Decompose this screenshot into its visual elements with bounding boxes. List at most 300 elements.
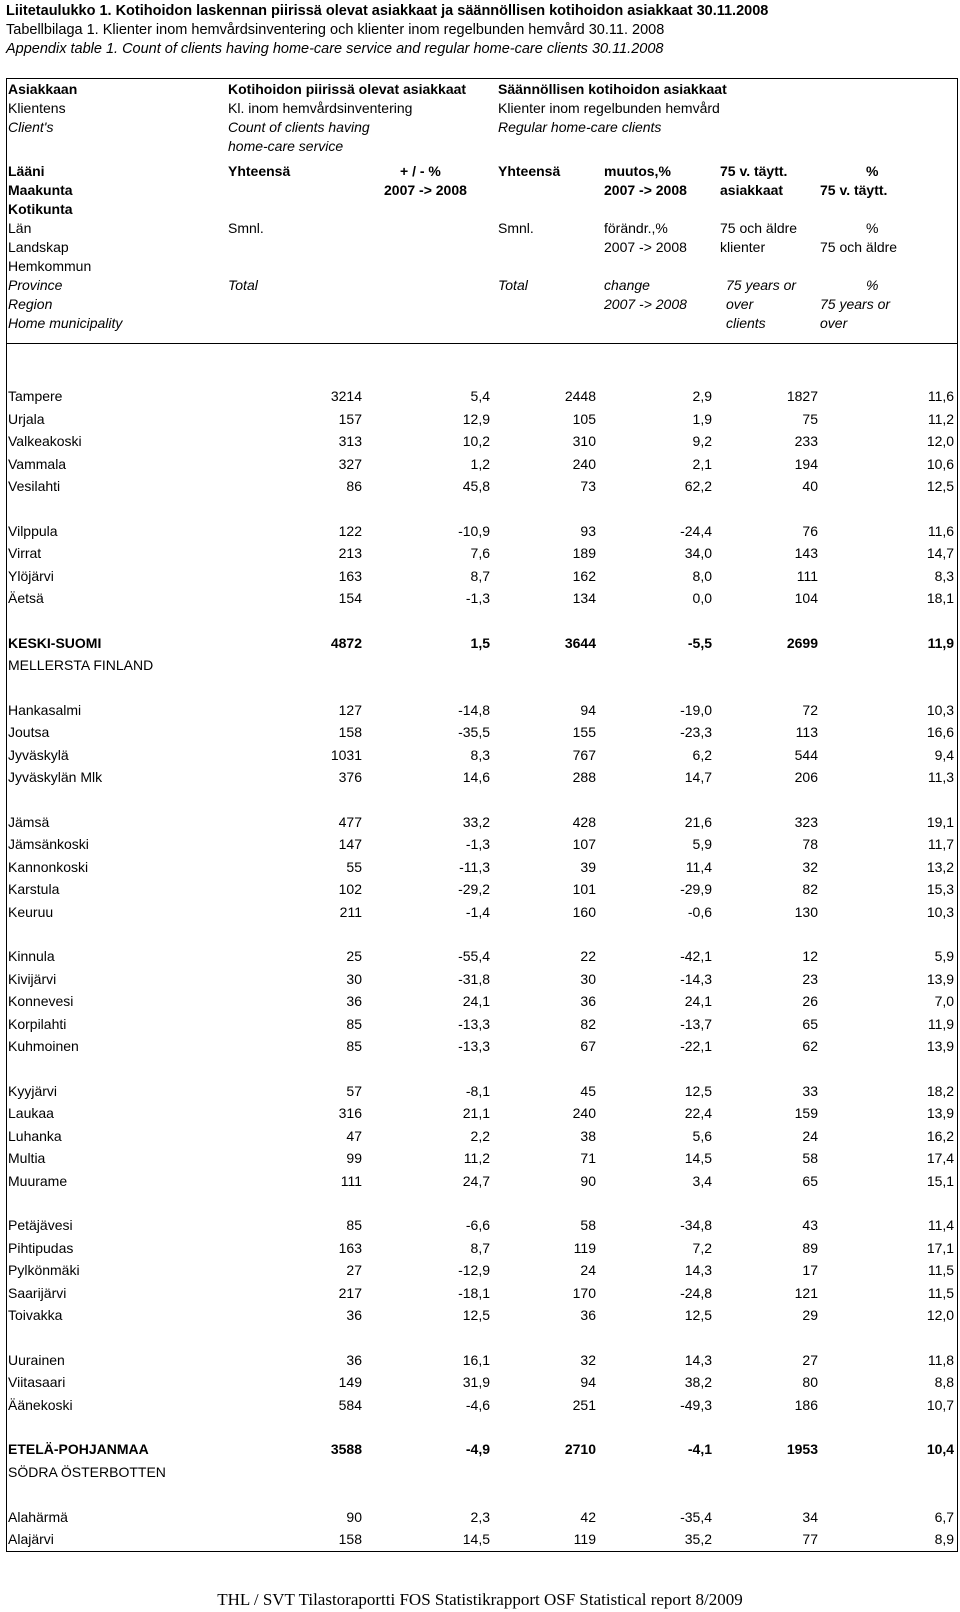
table-row <box>6 475 958 497</box>
pct-75-plus-cell: 12,0 <box>926 433 955 450</box>
municipality-name: Konnevesi <box>8 993 74 1010</box>
header-change-2-en: change <box>604 277 650 293</box>
regular-change-cell: 14,7 <box>684 769 712 786</box>
spacer-cell <box>6 1416 958 1438</box>
pct-75-plus-cell: 18,2 <box>926 1082 955 1099</box>
header-clients-sv: Klientens <box>8 100 66 116</box>
pct-75-plus-cell: 15,3 <box>926 881 955 898</box>
pct-75-plus-cell: 13,2 <box>926 858 955 875</box>
header-pct-sv: % <box>866 220 879 236</box>
homecare-total-cell <box>222 1461 366 1483</box>
spacer-row <box>6 1326 958 1348</box>
spacer-cell <box>6 1192 958 1214</box>
table-row <box>6 1237 958 1259</box>
homecare-change-cell: -18,1 <box>458 1284 490 1301</box>
clients-75-plus-cell: 77 <box>802 1530 818 1547</box>
regular-change-cell: 9,2 <box>692 433 712 450</box>
municipality-name: ETELÄ-POHJANMAA <box>8 1441 149 1458</box>
homecare-total-cell: 163 <box>338 567 362 584</box>
pct-75-plus-cell: 16,6 <box>926 724 955 741</box>
pct-75-plus-cell: 8,3 <box>934 567 955 584</box>
regular-change-cell: 5,6 <box>692 1127 712 1144</box>
header-regular-fi: Säännöllisen kotihoidon asiakkaat <box>498 81 727 97</box>
header-change-2-fi: muutos,% <box>604 163 671 179</box>
homecare-total-cell: 85 <box>346 1217 362 1234</box>
header-period-1-fi: 2007 -> 2008 <box>384 182 467 198</box>
regular-change-cell <box>600 1461 716 1483</box>
spacer-cell <box>6 1483 958 1505</box>
spacer-row <box>6 497 958 519</box>
homecare-change-cell: 14,6 <box>462 769 490 786</box>
table-row <box>6 1394 958 1416</box>
regular-total-cell: 42 <box>580 1508 596 1525</box>
clients-75-plus-cell: 82 <box>802 881 818 898</box>
regular-total-cell: 2710 <box>564 1441 596 1458</box>
pct-75-plus-cell: 11,4 <box>927 1217 955 1234</box>
regular-total-cell: 93 <box>580 522 596 539</box>
homecare-total-cell: 55 <box>346 858 362 875</box>
table-row <box>6 408 958 430</box>
data-table <box>6 363 958 1550</box>
regular-total-cell: 36 <box>580 1306 596 1323</box>
clients-75-plus-cell: 323 <box>794 814 818 831</box>
regular-total-cell: 32 <box>580 1351 596 1368</box>
clients-75-plus-cell <box>716 654 822 676</box>
clients-75-plus-cell: 75 <box>802 410 818 427</box>
regular-change-cell: -42,1 <box>680 948 712 965</box>
homecare-change-cell: -14,8 <box>458 702 490 719</box>
regular-change-cell: 62,2 <box>684 478 712 495</box>
spacer-cell <box>6 677 958 699</box>
regular-change-cell: 1,9 <box>692 410 712 427</box>
header-homecare-sv: Kl. inom hemvårdsinventering <box>228 100 413 116</box>
regular-total-cell: 36 <box>580 993 596 1010</box>
municipality-name: Korpilahti <box>8 1015 67 1032</box>
region-row <box>6 632 958 654</box>
regular-change-cell: 34,0 <box>684 545 712 562</box>
municipality-name: Keuruu <box>8 903 54 920</box>
municipality-name: Äänekoski <box>8 1396 73 1413</box>
table-row <box>6 1528 958 1550</box>
homecare-change-cell: -13,3 <box>458 1038 490 1055</box>
homecare-total-cell: 36 <box>346 993 362 1010</box>
regular-total-cell: 22 <box>580 948 596 965</box>
regular-total-cell: 58 <box>580 1217 596 1234</box>
pct-75-plus-cell: 13,9 <box>926 1038 955 1055</box>
homecare-total-cell: 149 <box>338 1374 362 1391</box>
municipality-name: Kivijärvi <box>8 970 57 987</box>
pct-75-plus-cell: 15,1 <box>926 1172 955 1189</box>
header-regular-en: Regular home-care clients <box>498 119 662 135</box>
homecare-total-cell: 213 <box>338 545 362 562</box>
clients-75-plus-cell: 34 <box>802 1508 818 1525</box>
header-change-2-sv: förändr.,% <box>604 220 668 236</box>
homecare-total-cell: 47 <box>346 1127 362 1144</box>
regular-change-cell: 22,4 <box>684 1105 712 1122</box>
pct-75-plus-cell: 17,4 <box>926 1150 955 1167</box>
municipality-name: Luhanka <box>8 1127 62 1144</box>
homecare-change-cell: -31,8 <box>458 970 490 987</box>
homecare-total-cell: 99 <box>346 1150 362 1167</box>
pct-75-plus-cell: 11,5 <box>927 1262 955 1279</box>
header-75-clients-en-3: clients <box>726 315 766 331</box>
regular-total-cell: 67 <box>580 1038 596 1055</box>
clients-75-plus-cell: 58 <box>802 1150 818 1167</box>
homecare-change-cell: 2,2 <box>470 1127 490 1144</box>
header-total-1-en: Total <box>228 277 258 293</box>
clients-75-plus-cell: 111 <box>796 567 818 584</box>
regular-total-cell: 189 <box>572 545 596 562</box>
clients-75-plus-cell: 29 <box>802 1306 818 1323</box>
regular-total-cell: 101 <box>572 881 596 898</box>
pct-75-plus-cell: 5,9 <box>934 948 955 965</box>
pct-75-plus-cell: 6,7 <box>934 1508 955 1525</box>
regular-total-cell: 240 <box>572 455 596 472</box>
homecare-change-cell: 45,8 <box>462 478 490 495</box>
regular-total-cell: 240 <box>572 1105 596 1122</box>
table-row <box>6 833 958 855</box>
table-row <box>6 1282 958 1304</box>
table-row <box>6 856 958 878</box>
homecare-change-cell: -1,3 <box>465 590 490 607</box>
clients-75-plus-cell: 23 <box>802 970 818 987</box>
municipality-name: Laukaa <box>8 1105 54 1122</box>
homecare-change-cell: -13,3 <box>458 1015 490 1032</box>
spacer-cell <box>6 1326 958 1348</box>
clients-75-plus-cell: 186 <box>794 1396 818 1413</box>
regular-change-cell: -0,6 <box>687 903 712 920</box>
regular-total-cell: 170 <box>572 1284 596 1301</box>
homecare-total-cell: 127 <box>338 702 362 719</box>
clients-75-plus-cell: 33 <box>802 1082 818 1099</box>
municipality-name: Kinnula <box>8 948 55 965</box>
report-footer: THL / SVT Tilastoraportti FOS Statistikrapport OSF Statistical report 8/2009 <box>217 1590 743 1609</box>
clients-75-plus-cell: 159 <box>794 1105 818 1122</box>
header-municipality-fi: Kotikunta <box>8 201 73 217</box>
clients-75-plus-cell: 72 <box>802 702 818 719</box>
regular-change-cell: 24,1 <box>684 993 712 1010</box>
municipality-name: Jyväskylän Mlk <box>8 769 103 786</box>
regular-total-cell: 94 <box>580 1374 596 1391</box>
homecare-change-cell: 8,7 <box>470 567 490 584</box>
header-regular-sv: Klienter inom regelbunden hemvård <box>498 100 720 116</box>
regular-change-cell: 21,6 <box>684 814 712 831</box>
regular-change-cell: -29,9 <box>680 881 712 898</box>
regular-total-cell: 2448 <box>564 388 596 405</box>
homecare-change-cell: 16,1 <box>462 1351 490 1368</box>
homecare-total-cell: 376 <box>338 769 362 786</box>
pct-75-plus-cell: 10,7 <box>926 1396 955 1413</box>
header-clients-fi: Asiakkaan <box>8 81 78 97</box>
homecare-change-cell: -4,6 <box>465 1396 490 1413</box>
clients-75-plus-cell: 17 <box>802 1262 818 1279</box>
table-row <box>6 945 958 967</box>
municipality-name: Viitasaari <box>8 1374 66 1391</box>
table-row <box>6 430 958 452</box>
spacer-row <box>6 1416 958 1438</box>
table-row <box>6 1259 958 1281</box>
table-row <box>6 1170 958 1192</box>
table-row <box>6 654 958 676</box>
table-row <box>6 878 958 900</box>
clients-75-plus-cell: 62 <box>802 1038 818 1055</box>
homecare-total-cell: 25 <box>346 948 362 965</box>
pct-75-plus-cell: 12,5 <box>926 478 955 495</box>
homecare-total-cell <box>222 654 366 676</box>
spacer-row <box>6 1192 958 1214</box>
header-province-sv: Län <box>8 220 32 236</box>
table-row <box>6 811 958 833</box>
clients-75-plus-cell: 40 <box>802 478 818 495</box>
spacer-row <box>6 789 958 811</box>
municipality-name: Äetsä <box>8 590 44 607</box>
header-75-clients-fi: 75 v. täytt. <box>720 163 788 179</box>
header-pct-en-2: 75 years or <box>820 296 891 312</box>
header-pct-en-3: over <box>820 315 848 331</box>
homecare-total-cell: 157 <box>338 410 362 427</box>
table-row <box>6 1080 958 1102</box>
pct-75-plus-cell: 10,4 <box>926 1441 955 1458</box>
homecare-total-cell: 1031 <box>330 746 362 763</box>
clients-75-plus-cell: 80 <box>802 1374 818 1391</box>
regular-total-cell: 162 <box>572 567 596 584</box>
pct-75-plus-cell: 10,6 <box>926 455 955 472</box>
header-total-1-fi: Yhteensä <box>228 163 291 179</box>
homecare-change-cell: 11,2 <box>463 1150 490 1167</box>
regular-change-cell: 35,2 <box>684 1530 712 1547</box>
regular-total-cell: 160 <box>572 903 596 920</box>
homecare-change-cell: 5,4 <box>470 388 490 405</box>
clients-75-plus-cell: 143 <box>794 545 818 562</box>
regular-total-cell: 73 <box>580 478 596 495</box>
regular-total-cell: 767 <box>572 746 596 763</box>
table-row <box>6 1147 958 1169</box>
homecare-total-cell: 90 <box>346 1508 362 1525</box>
municipality-name: Valkeakoski <box>8 433 82 450</box>
homecare-total-cell: 122 <box>338 522 362 539</box>
table-row <box>6 1125 958 1147</box>
pct-75-plus-cell: 11,8 <box>927 1351 955 1368</box>
clients-75-plus-cell: 544 <box>794 746 818 763</box>
regular-total-cell: 251 <box>572 1396 596 1413</box>
regular-total-cell <box>494 654 600 676</box>
regular-change-cell: 8,0 <box>692 567 712 584</box>
spacer-cell <box>6 923 958 945</box>
regular-change-cell: 11,4 <box>685 858 712 875</box>
municipality-name: Pihtipudas <box>8 1239 74 1256</box>
pct-75-plus-cell: 11,9 <box>927 1015 955 1032</box>
header-municipality-sv: Hemkommun <box>8 258 92 274</box>
clients-75-plus-cell: 89 <box>802 1239 818 1256</box>
regular-change-cell: 0,0 <box>692 590 712 607</box>
header-region-en: Region <box>8 296 53 312</box>
header-clients-en: Client's <box>8 119 54 135</box>
header-total-2-sv: Smnl. <box>498 220 534 236</box>
homecare-change-cell: 24,7 <box>462 1172 490 1189</box>
regular-change-cell: 5,9 <box>692 836 712 853</box>
title-english: Appendix table 1. Count of clients having home-care service and regular home-care clients 30.11.2008 <box>6 41 664 57</box>
table-row <box>6 542 958 564</box>
table-row <box>6 1506 958 1528</box>
pct-75-plus-cell: 9,4 <box>934 746 955 763</box>
regular-total-cell: 71 <box>580 1150 596 1167</box>
regular-change-cell: 2,1 <box>692 455 712 472</box>
municipality-name: Hankasalmi <box>8 702 82 719</box>
header-province-en: Province <box>8 277 63 293</box>
header-homecare-fi: Kotihoidon piirissä olevat asiakkaat <box>228 81 467 97</box>
regular-change-cell: 14,5 <box>684 1150 712 1167</box>
homecare-total-cell: 158 <box>338 1530 362 1547</box>
homecare-total-cell: 36 <box>346 1351 362 1368</box>
regular-change-cell: 14,3 <box>684 1262 712 1279</box>
municipality-name: Kannonkoski <box>8 858 89 875</box>
pct-75-plus-cell: 10,3 <box>926 903 955 920</box>
pct-75-plus-cell: 10,3 <box>926 702 955 719</box>
clients-75-plus-cell: 78 <box>802 836 818 853</box>
regular-change-cell: -24,4 <box>680 522 712 539</box>
pct-75-plus-cell: 11,6 <box>927 388 955 405</box>
homecare-change-cell: 21,1 <box>462 1105 490 1122</box>
homecare-total-cell: 86 <box>346 478 362 495</box>
pct-75-plus-cell: 11,6 <box>927 522 955 539</box>
header-75-clients-sv: 75 och äldre <box>720 220 798 236</box>
municipality-name: Karstula <box>8 881 60 898</box>
municipality-name: Kuhmoinen <box>8 1038 79 1055</box>
pct-75-plus-cell: 13,9 <box>926 1105 955 1122</box>
regular-total-cell: 38 <box>580 1127 596 1144</box>
municipality-name: KESKI-SUOMI <box>8 634 102 651</box>
homecare-total-cell: 477 <box>338 814 362 831</box>
municipality-name: SÖDRA ÖSTERBOTTEN <box>8 1463 166 1480</box>
spacer-row <box>6 1483 958 1505</box>
table-row <box>6 1461 958 1483</box>
table-row <box>6 587 958 609</box>
regular-change-cell: -5,5 <box>687 634 712 651</box>
regular-change-cell: 14,3 <box>684 1351 712 1368</box>
homecare-change-cell: 8,7 <box>470 1239 490 1256</box>
regular-total-cell: 428 <box>572 814 596 831</box>
municipality-name: Petäjävesi <box>8 1217 73 1234</box>
pct-75-plus-cell <box>822 1461 958 1483</box>
regular-total-cell: 119 <box>573 1239 596 1256</box>
homecare-change-cell: -6,6 <box>465 1217 490 1234</box>
regular-change-cell <box>600 654 716 676</box>
clients-75-plus-cell: 233 <box>794 433 818 450</box>
municipality-name: Ylöjärvi <box>8 567 54 584</box>
homecare-change-cell: 1,5 <box>470 634 490 651</box>
municipality-name: Alahärmä <box>8 1508 68 1525</box>
homecare-total-cell: 27 <box>346 1262 362 1279</box>
municipality-name: Jämsä <box>8 814 50 831</box>
pct-75-plus-cell: 11,5 <box>927 1284 955 1301</box>
spacer-cell <box>6 789 958 811</box>
regular-total-cell: 94 <box>580 702 596 719</box>
homecare-total-cell: 85 <box>346 1015 362 1032</box>
municipality-name: Multia <box>8 1150 46 1167</box>
homecare-change-cell: -1,4 <box>465 903 490 920</box>
table-row <box>6 1214 958 1236</box>
table-row <box>6 699 958 721</box>
regular-change-cell: -13,7 <box>680 1015 712 1032</box>
clients-75-plus-cell: 121 <box>794 1284 818 1301</box>
header-pct-sv-2: 75 och äldre <box>820 239 898 255</box>
municipality-name: MELLERSTA FINLAND <box>8 657 154 674</box>
clients-75-plus-cell: 1953 <box>786 1441 818 1458</box>
regular-change-cell: -14,3 <box>680 970 712 987</box>
pct-75-plus-cell: 18,1 <box>926 590 955 607</box>
clients-75-plus-cell: 26 <box>802 993 818 1010</box>
spacer-row <box>6 923 958 945</box>
homecare-change-cell: -1,3 <box>465 836 490 853</box>
regular-change-cell: -34,8 <box>680 1217 712 1234</box>
regular-change-cell: 12,5 <box>684 1306 712 1323</box>
homecare-change-cell: 12,5 <box>462 1306 490 1323</box>
homecare-total-cell: 217 <box>338 1284 362 1301</box>
table-row <box>6 1304 958 1326</box>
clients-75-plus-cell: 104 <box>794 590 818 607</box>
regular-total-cell: 3644 <box>564 634 596 651</box>
table-row <box>6 901 958 923</box>
regular-change-cell: -22,1 <box>680 1038 712 1055</box>
regular-change-cell: 12,5 <box>684 1082 712 1099</box>
region-row <box>6 1438 958 1460</box>
homecare-change-cell: -8,1 <box>465 1082 490 1099</box>
pct-75-plus-cell: 16,2 <box>926 1127 955 1144</box>
regular-total-cell: 119 <box>573 1530 596 1547</box>
homecare-change-cell: -10,9 <box>458 522 490 539</box>
homecare-total-cell: 584 <box>338 1396 362 1413</box>
homecare-change-cell: 2,3 <box>470 1508 490 1525</box>
table-row <box>6 766 958 788</box>
municipality-name: Muurame <box>8 1172 68 1189</box>
regular-change-cell: 38,2 <box>684 1374 712 1391</box>
spacer-row <box>6 677 958 699</box>
homecare-total-cell: 4872 <box>330 634 362 651</box>
spacer-row <box>6 1058 958 1080</box>
table-row <box>6 968 958 990</box>
regular-total-cell: 90 <box>580 1172 596 1189</box>
table-row <box>6 1035 958 1057</box>
homecare-total-cell: 154 <box>338 590 362 607</box>
title-finnish: Liitetaulukko 1. Kotihoidon laskennan piirissä olevat asiakkaat ja säännöllisen kotihoidon asiakkaat 30.11.2008 <box>6 3 769 19</box>
homecare-total-cell: 316 <box>338 1105 362 1122</box>
homecare-change-cell: -11,3 <box>459 858 490 875</box>
municipality-name: Jyväskylä <box>8 746 69 763</box>
table-row <box>6 453 958 475</box>
regular-change-cell: 2,9 <box>692 388 712 405</box>
regular-total-cell: 155 <box>572 724 596 741</box>
header-homecare-en-2: home-care service <box>228 138 344 154</box>
clients-75-plus-cell: 32 <box>802 858 818 875</box>
homecare-total-cell: 30 <box>346 970 362 987</box>
homecare-change-cell: -12,9 <box>458 1262 490 1279</box>
regular-total-cell: 134 <box>572 590 596 607</box>
header-province-fi: Lääni <box>8 163 45 179</box>
pct-75-plus-cell: 19,1 <box>926 814 955 831</box>
header-homecare-en: Count of clients having <box>228 119 370 135</box>
spacer-cell <box>6 363 958 385</box>
homecare-change-cell: 12,9 <box>462 410 490 427</box>
pct-75-plus-cell: 12,0 <box>926 1306 955 1323</box>
pct-75-plus-cell: 8,9 <box>934 1530 955 1547</box>
clients-75-plus-cell: 27 <box>802 1351 818 1368</box>
clients-75-plus-cell: 130 <box>794 903 818 920</box>
regular-change-cell: -35,4 <box>680 1508 712 1525</box>
header-change-1-fi: + / - % <box>400 163 441 179</box>
table-row <box>6 721 958 743</box>
pct-75-plus-cell: 17,1 <box>926 1239 955 1256</box>
header-75-clients-fi-2: asiakkaat <box>720 182 784 198</box>
